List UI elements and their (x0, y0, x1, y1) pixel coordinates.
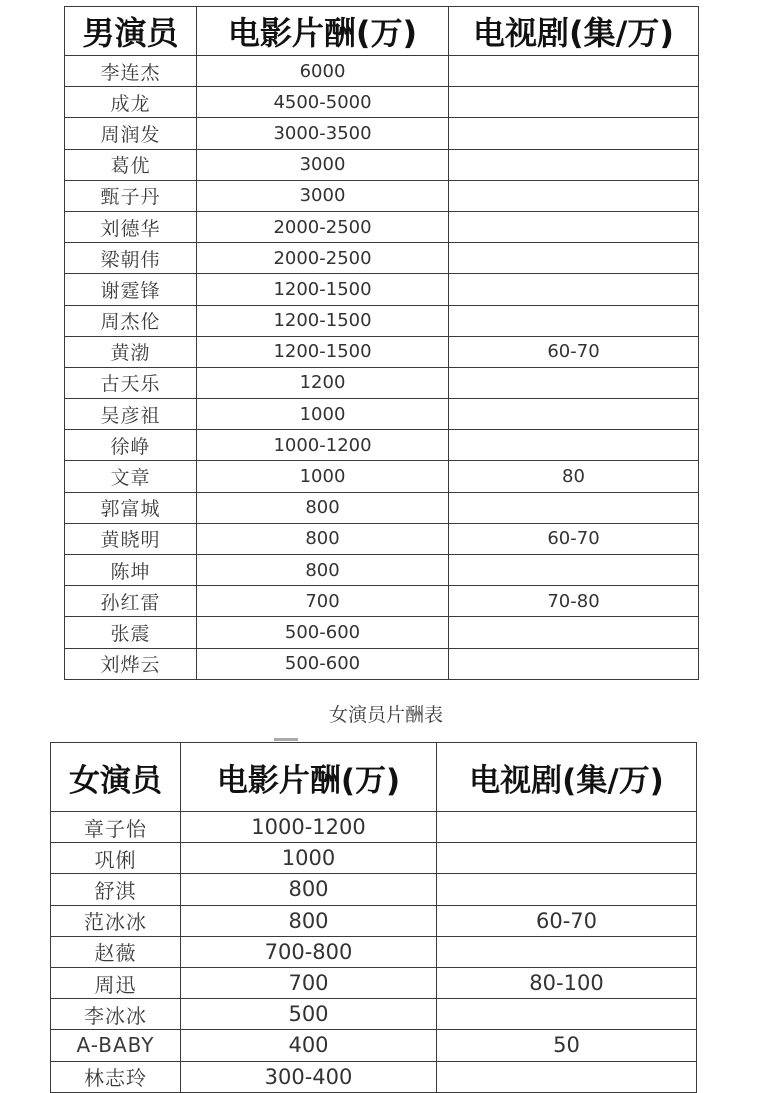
cell-tv-fee (449, 149, 699, 180)
cell-name: 葛优 (65, 149, 197, 180)
table-row (51, 1061, 697, 1092)
table-row (51, 812, 697, 843)
cell-tv-fee (449, 399, 699, 430)
cell-film-fee: 3000-3500 (197, 118, 449, 149)
table-row (65, 586, 699, 617)
male-table-body (65, 56, 699, 680)
cell-tv-fee (437, 1061, 697, 1092)
cell-tv-fee (449, 367, 699, 398)
cell-tv-fee (449, 56, 699, 87)
table-row (65, 180, 699, 211)
cell-film-fee: 700 (181, 967, 437, 998)
cell-name: 孙红雷 (65, 586, 197, 617)
table-row (65, 367, 699, 398)
cell-tv-fee (449, 118, 699, 149)
cell-tv-fee (437, 812, 697, 843)
cell-tv-fee (449, 243, 699, 274)
cell-film-fee: 4500-5000 (197, 87, 449, 118)
cell-tv-fee (449, 180, 699, 211)
table-row (65, 492, 699, 523)
cell-tv-fee (437, 874, 697, 905)
cell-name: 张震 (65, 617, 197, 648)
cell-film-fee: 800 (181, 905, 437, 936)
cell-name: 徐峥 (65, 430, 197, 461)
cell-tv-fee (449, 555, 699, 586)
table-row (51, 843, 697, 874)
table-row (65, 87, 699, 118)
cell-name: 李冰冰 (51, 999, 181, 1030)
cell-name: 陈坤 (65, 555, 197, 586)
male-actor-fee-table (64, 6, 699, 680)
cell-film-fee: 1000-1200 (181, 812, 437, 843)
cell-tv-fee (449, 87, 699, 118)
cell-name: 刘烨云 (65, 648, 197, 679)
cell-film-fee: 1000-1200 (197, 430, 449, 461)
cell-film-fee: 3000 (197, 149, 449, 180)
cell-film-fee: 800 (181, 874, 437, 905)
cell-film-fee: 2000-2500 (197, 211, 449, 242)
cell-tv-fee (449, 492, 699, 523)
cell-tv-fee (449, 211, 699, 242)
cell-tv-fee (437, 843, 697, 874)
table-row (65, 555, 699, 586)
divider (274, 738, 298, 741)
cell-name: 黄渤 (65, 336, 197, 367)
cell-film-fee: 1200 (197, 367, 449, 398)
cell-name: 梁朝伟 (65, 243, 197, 274)
cell-film-fee: 300-400 (181, 1061, 437, 1092)
cell-film-fee: 1200-1500 (197, 336, 449, 367)
cell-film-fee: 1200-1500 (197, 274, 449, 305)
cell-tv-fee (437, 999, 697, 1030)
table-row (65, 336, 699, 367)
cell-name: 文章 (65, 461, 197, 492)
table-row (65, 430, 699, 461)
cell-film-fee: 500 (181, 999, 437, 1030)
cell-name: 黄晓明 (65, 523, 197, 554)
table-row (51, 999, 697, 1030)
cell-name: 成龙 (65, 87, 197, 118)
table-row (65, 523, 699, 554)
cell-film-fee: 1000 (197, 461, 449, 492)
table-row (65, 211, 699, 242)
cell-name: 赵薇 (51, 936, 181, 967)
header-film-fee: 电影片酬(万) (181, 743, 437, 812)
cell-film-fee: 800 (197, 523, 449, 554)
cell-tv-fee (449, 274, 699, 305)
table-row (65, 461, 699, 492)
cell-tv-fee: 80-100 (437, 967, 697, 998)
cell-film-fee: 3000 (197, 180, 449, 211)
cell-film-fee: 800 (197, 492, 449, 523)
table-header-row (65, 7, 699, 56)
cell-film-fee: 700-800 (181, 936, 437, 967)
female-table-title: 女演员片酬表 (328, 704, 443, 726)
table-row (65, 243, 699, 274)
table-row (51, 874, 697, 905)
cell-name: A-BABY (51, 1030, 181, 1061)
cell-name: 林志玲 (51, 1061, 181, 1092)
header-actor: 男演员 (65, 7, 197, 56)
table-row (65, 274, 699, 305)
table-row (65, 648, 699, 679)
cell-name: 周杰伦 (65, 305, 197, 336)
table-row (65, 399, 699, 430)
cell-name: 舒淇 (51, 874, 181, 905)
cell-tv-fee (449, 430, 699, 461)
table-row (51, 936, 697, 967)
cell-film-fee: 6000 (197, 56, 449, 87)
cell-name: 范冰冰 (51, 905, 181, 936)
cell-tv-fee (449, 617, 699, 648)
table-row (65, 118, 699, 149)
cell-name: 李连杰 (65, 56, 197, 87)
cell-name: 巩俐 (51, 843, 181, 874)
cell-film-fee: 500-600 (197, 617, 449, 648)
cell-name: 吴彦祖 (65, 399, 197, 430)
cell-film-fee: 500-600 (197, 648, 449, 679)
cell-name: 郭富城 (65, 492, 197, 523)
cell-tv-fee (437, 936, 697, 967)
cell-tv-fee: 70-80 (449, 586, 699, 617)
cell-tv-fee: 60-70 (449, 523, 699, 554)
cell-tv-fee: 60-70 (437, 905, 697, 936)
table-row (51, 905, 697, 936)
table-header-row (51, 743, 697, 812)
table-row (65, 305, 699, 336)
cell-film-fee: 400 (181, 1030, 437, 1061)
cell-tv-fee: 60-70 (449, 336, 699, 367)
table-row (51, 967, 697, 998)
cell-tv-fee: 50 (437, 1030, 697, 1061)
table-row (65, 149, 699, 180)
cell-name: 刘德华 (65, 211, 197, 242)
header-actress: 女演员 (51, 743, 181, 812)
table-row (65, 56, 699, 87)
table-row (51, 1030, 697, 1061)
cell-name: 章子怡 (51, 812, 181, 843)
cell-film-fee: 1200-1500 (197, 305, 449, 336)
cell-name: 谢霆锋 (65, 274, 197, 305)
cell-tv-fee (449, 305, 699, 336)
cell-name: 甄子丹 (65, 180, 197, 211)
female-actor-fee-table (50, 742, 697, 1093)
female-table-body (51, 812, 697, 1093)
cell-name: 周迅 (51, 967, 181, 998)
cell-film-fee: 1000 (197, 399, 449, 430)
cell-film-fee: 1000 (181, 843, 437, 874)
cell-name: 古天乐 (65, 367, 197, 398)
header-film-fee: 电影片酬(万) (197, 7, 449, 56)
cell-name: 周润发 (65, 118, 197, 149)
cell-film-fee: 800 (197, 555, 449, 586)
cell-tv-fee: 80 (449, 461, 699, 492)
header-tv-fee: 电视剧(集/万) (437, 743, 697, 812)
table-row (65, 617, 699, 648)
cell-tv-fee (449, 648, 699, 679)
header-tv-fee: 电视剧(集/万) (449, 7, 699, 56)
cell-film-fee: 2000-2500 (197, 243, 449, 274)
cell-film-fee: 700 (197, 586, 449, 617)
